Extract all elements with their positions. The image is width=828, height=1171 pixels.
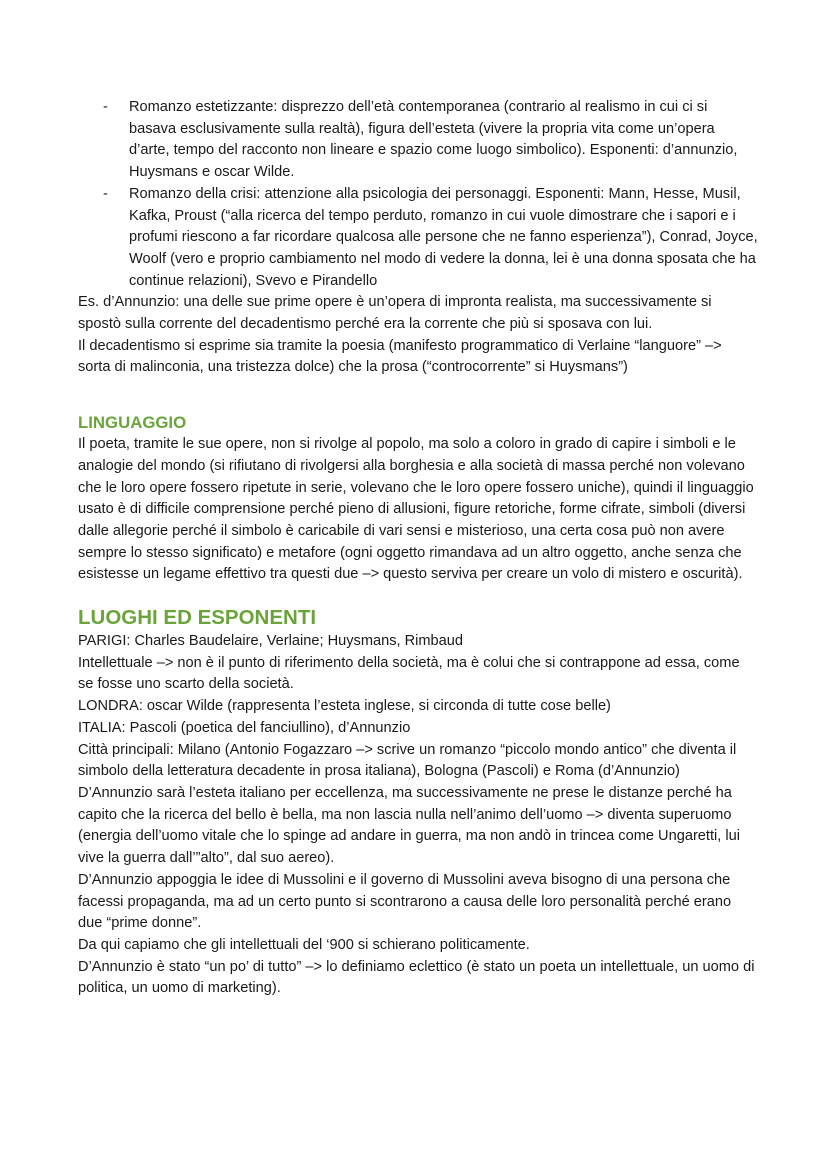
list-item (78, 184, 758, 293)
list-item (78, 97, 758, 184)
paragraph: Città principali: Milano (Antonio Fogazzaro –> scrive un romanzo “piccolo mondo antico” che diventa il simbolo della letteratura decadente in prosa italiana), Bologna (Pascoli) e Roma (d’Annunzio) (78, 741, 737, 780)
paragraph: Es. d’Annunzio: una delle sue prime opere è un’opera di impronta realista, ma successivamente si spostò sulla corrente del decadentismo perché era la corrente che più si sposava con lui. (78, 294, 712, 333)
section-heading-luoghi: LUOGHI ED ESPONENTI (78, 606, 317, 630)
list-item-text: Romanzo estetizzante: disprezzo dell’età contemporanea (contrario al realismo in cui ci si basava esclusivamente sulla realtà), figura dell’esteta (vivere la propria vita come un’opera d’arte, tempo del racconto non lineare e spazio come luogo simbolico). Esponenti: d’annunzio, Huysmans e oscar Wilde. (129, 99, 738, 181)
paragraph: Da qui capiamo che gli intellettuali del ‘900 si schierano politicamente. (78, 936, 530, 953)
paragraph: Il poeta, tramite le sue opere, non si rivolge al popolo, ma solo a coloro in grado di capire i simboli e le analogie del mondo (si rifiutano di rivolgersi alla borghesia e alla società di massa perché non volevano che le loro opere fossero ripetute in serie, volevano che le loro opere fossero uniche), quindi il linguaggio usato è di difficile comprensione perché pieno di allusioni, figure retoriche, forme cifrate, simboli (diversi dalle allegorie perché il simbolo è caricabile di vari sensi e misterioso, una certa cosa può non avere sempre lo stesso significato) e metafore (ogni oggetto rimandava ad un altro oggetto, anche senza che esistesse un legame effettivo tra questi due –> questo serviva per creare un volo di mistero e oscurità). (78, 436, 754, 583)
paragraph: Il decadentismo si esprime sia tramite la poesia (manifesto programmatico di Verlaine “languore” –> sorta di malinconia, una tristezza dolce) che la prosa (“controcorrente” si Huysmans”) (78, 337, 722, 376)
paragraph: PARIGI: Charles Baudelaire, Verlaine; Huysmans, Rimbaud (78, 633, 464, 650)
list-item-text: Romanzo della crisi: attenzione alla psicologia dei personaggi. Esponenti: Mann, Hesse, Musil, Kafka, Proust (“alla ricerca del tempo perduto, romanzo in cui vuole dimostrare che i sapori e i profumi riescono a far ricordare qualcosa alle persone che ne fanno esperienza”), Conrad, Joyce, Woolf (vero e proprio cambiamento nel modo di vedere la donna, lei è una donna sposata che ha continue relazioni), Svevo e Pirandello (129, 185, 758, 289)
paragraph: D’Annunzio è stato “un po’ di tutto” –> lo definiamo eclettico (è stato un poeta un intellettuale, un uomo di politica, un uomo di marketing). (78, 958, 755, 997)
paragraph: D’Annunzio appoggia le idee di Mussolini e il governo di Mussolini aveva bisogno di una persona che facessi propaganda, ma ad un certo punto si scontrarono a causa delle loro personalità perché erano due “prime donne”. (78, 871, 732, 932)
paragraph: Intellettuale –> non è il punto di riferimento della società, ma è colui che si contrappone ad essa, come se fosse uno scarto della società. (78, 654, 740, 693)
document-page (78, 97, 758, 1000)
bullet-dash: - (103, 99, 108, 115)
paragraph: LONDRA: oscar Wilde (rappresenta l’esteta inglese, si circonda di tutte cose belle) (78, 698, 611, 715)
paragraph: D’Annunzio sarà l’esteta italiano per eccellenza, ma successivamente ne prese le distanze perché ha capito che la ricerca del bello è bella, ma non lascia nulla nell’animo dell’uomo –> diventa superuomo (energia dell’uomo vitale che lo spinge ad andare in guerra, ma non andò in trincea come Ungaretti, lui vive la guerra dall’”alto”, dal suo aereo). (78, 784, 740, 867)
bullet-dash: - (103, 185, 108, 202)
section-heading-linguaggio: LINGUAGGIO (78, 413, 187, 433)
paragraph: ITALIA: Pascoli (poetica del fanciullino), d’Annunzio (78, 719, 411, 736)
